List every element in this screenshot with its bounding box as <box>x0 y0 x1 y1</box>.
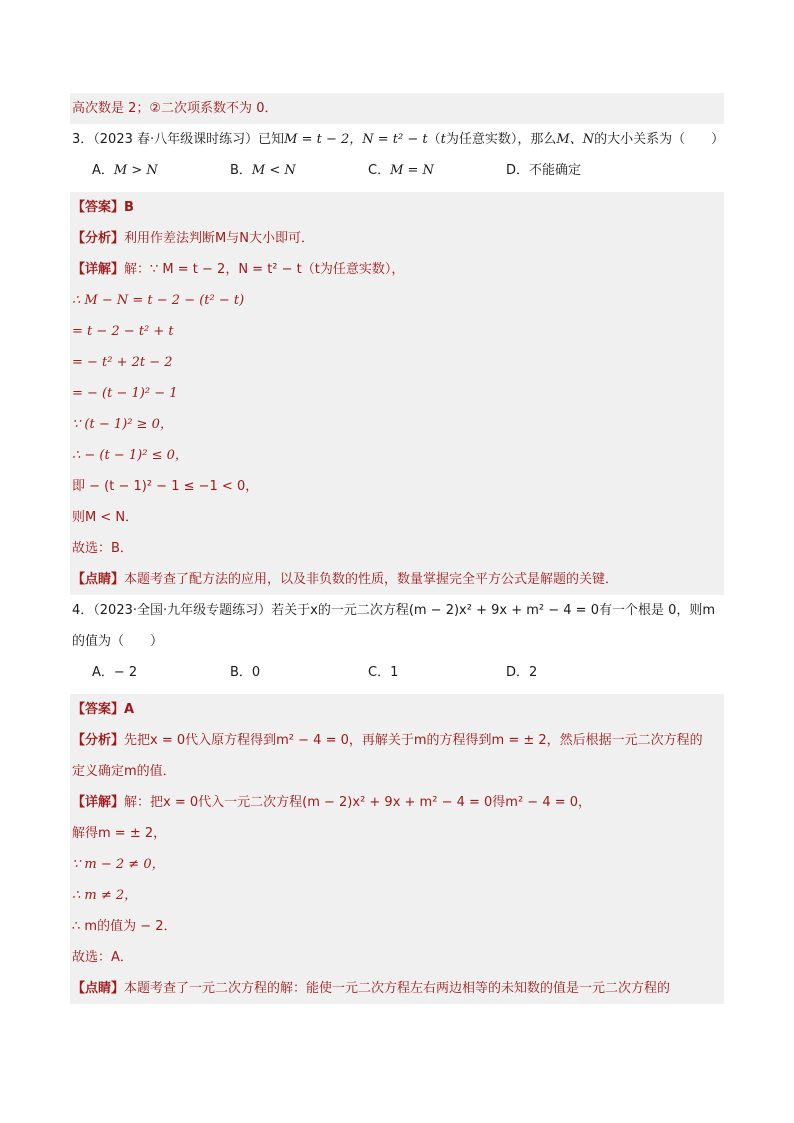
q4-step: 故选：A． <box>72 950 133 965</box>
q4-analysis-line2: 定义确定m的值． <box>72 764 176 779</box>
q3-step: 即 − (t − 1)² − 1 ≤ −1 < 0， <box>72 479 259 494</box>
q3-option-b: B．M < N <box>230 163 296 178</box>
q4-stem-line1: 4．（2023·全国·九年级专题练习）若关于x的一元二次方程(m − 2)x² + 9x + m² − 4 = 0有一个根是 0，则m <box>72 603 716 618</box>
previous-question-tail: 高次数是 2；②二次项系数不为 0． <box>70 93 724 124</box>
q3-step: = − t² + 2t − 2 <box>72 355 173 370</box>
q4-option-a: A．− 2 <box>92 665 138 680</box>
q3-option-d: D．不能确定 <box>506 163 582 178</box>
q4-comment: 【点睛】本题考查了一元二次方程的解：能使一元二次方程左右两边相等的未知数的值是一元二次方程的 <box>72 981 671 996</box>
q3-stem: 3．（2023 春·八年级课时练习）已知M = t − 2，N = t² − t（t为任意实数），那么M、N的大小关系为（ ） <box>72 132 724 147</box>
q3-step: = − (t − 1)² − 1 <box>72 386 178 401</box>
q4-detail: 【详解】解：把x = 0代入一元二次方程(m − 2)x² + 9x + m² − 4 = 0得m² − 4 = 0， <box>72 795 592 810</box>
q3-step: = t − 2 − t² + t <box>72 324 174 339</box>
q4-analysis-line1: 【分析】先把x = 0代入原方程得到m² − 4 = 0，再解关于m的方程得到m = ± 2，然后根据一元二次方程的 <box>72 733 703 748</box>
q4-stem-line2: 的值为（ ） <box>72 634 164 649</box>
q3-option-a: A．M > N <box>92 163 158 178</box>
q3-detail: 【详解】解：∵ M = t − 2，N = t² − t（t为任意实数）， <box>72 262 405 277</box>
q4-option-c: C．1 <box>368 665 399 680</box>
q3-analysis: 【分析】利用作差法判断M与N大小即可． <box>72 231 314 246</box>
q3-step: ∴ M − N = t − 2 − (t² − t) <box>72 293 245 308</box>
q3-options <box>70 155 724 186</box>
q3-step: ∴ − (t − 1)² ≤ 0， <box>72 448 188 463</box>
q3-solution-block <box>70 192 724 595</box>
q3-step: ∵ (t − 1)² ≥ 0， <box>72 417 173 432</box>
document-page <box>70 93 724 1004</box>
q4-option-d: D．2 <box>506 665 538 680</box>
q4-solution-block <box>70 694 724 1004</box>
q4-step: ∴ m的值为 − 2． <box>72 919 177 934</box>
q3-step: 则M < N． <box>72 510 139 525</box>
q3-option-c: C．M = N <box>368 163 434 178</box>
q3-comment: 【点睛】本题考查了配方法的应用，以及非负数的性质，数量掌握完全平方公式是解题的关键． <box>72 572 619 587</box>
q3-step: 故选：B． <box>72 541 133 556</box>
q4-step: ∵ m − 2 ≠ 0， <box>72 857 165 872</box>
q4-step: ∴ m ≠ 2， <box>72 888 138 903</box>
q4-options <box>70 657 724 688</box>
q4-step: 解得m = ± 2， <box>72 826 167 841</box>
q3-answer: 【答案】B <box>72 200 134 215</box>
q4-answer: 【答案】A <box>72 702 135 717</box>
q4-option-b: B．0 <box>230 665 261 680</box>
